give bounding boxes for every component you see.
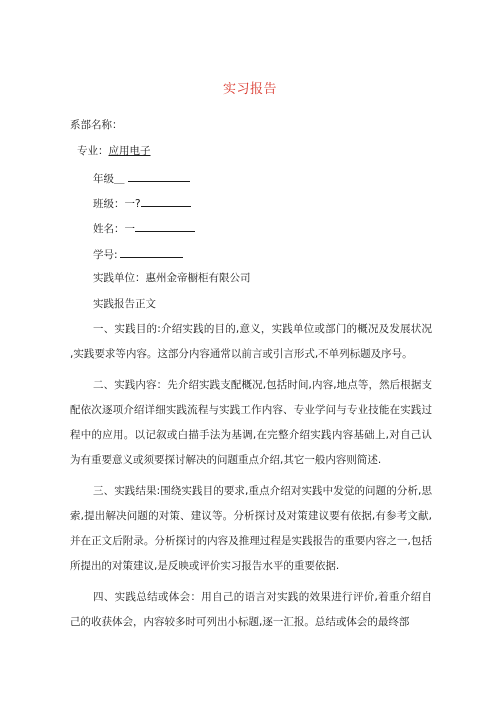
class-field xyxy=(93,195,191,211)
body-text xyxy=(70,317,432,635)
class-prefix: 一? xyxy=(124,198,141,210)
major-field xyxy=(77,145,151,158)
student-id-field xyxy=(93,246,183,262)
class-label: 班级： xyxy=(93,198,125,210)
unit-label: 实践单位： xyxy=(93,272,146,284)
grade-field xyxy=(93,170,190,186)
major-value: 应用电子 xyxy=(108,145,151,157)
unit-value: 惠州金帝橱柜有限公司 xyxy=(145,272,251,284)
paragraph-results: 三、实践结果:围绕实践目的要求,重点介绍对实践中发觉的问题的分析,思索,提出解决问题的对策、建议等。分析探讨及对策建议要有依据,有参考文献,并在正文后附录。分析探讨的内容及推理过程是实践报告的重要内容之一,包括所提出的对策建议,是反映或评价实习报告水平的重要依据. xyxy=(70,485,432,572)
paragraph-purpose: 一、实践目的:介绍实践的目的,意义，实践单位或部门的概况及发展状况 ,实践要求等内容。这部分内容通常以前言或引言形式,不单列标题及序号。 xyxy=(70,323,432,360)
student-id-label: 学号: xyxy=(93,249,118,261)
name-prefix: 一 xyxy=(124,223,135,235)
section-heading: 实践报告正文 xyxy=(93,298,156,310)
major-label: 专业： xyxy=(77,145,109,157)
grade-blank xyxy=(128,170,190,182)
student-id-blank xyxy=(120,246,183,258)
department-field xyxy=(70,119,123,132)
name-field xyxy=(93,220,195,236)
grade-prefix: ＿ xyxy=(114,173,125,185)
department-label: 系部名称： xyxy=(70,119,123,131)
name-blank xyxy=(135,220,195,232)
grade-label: 年级 xyxy=(93,173,114,185)
class-blank xyxy=(141,195,191,207)
name-label: 姓名： xyxy=(93,223,125,235)
unit-field xyxy=(93,272,251,285)
paragraph-content: 二、实践内容：先介绍实践支配概况,包括时间,内容,地点等，然后根据支配依次逐项介绍详细实践流程与实践工作内容、专业学问与专业技能在实践过程中的应用。以记叙或白描手法为基调,在完整介绍实践内容基础上,对自己认为有重要意义或须要探讨解决的问题重点介绍,其它一般内容则简述. xyxy=(70,379,432,466)
paragraph-summary: 四、实践总结或体会：用自己的语言对实践的效果进行评价,着重介绍自己的收获体会，内容较多时可列出小标题,逐一汇报。总结或体会的最终部 xyxy=(70,591,432,628)
document-title: 实习报告 xyxy=(222,82,277,97)
